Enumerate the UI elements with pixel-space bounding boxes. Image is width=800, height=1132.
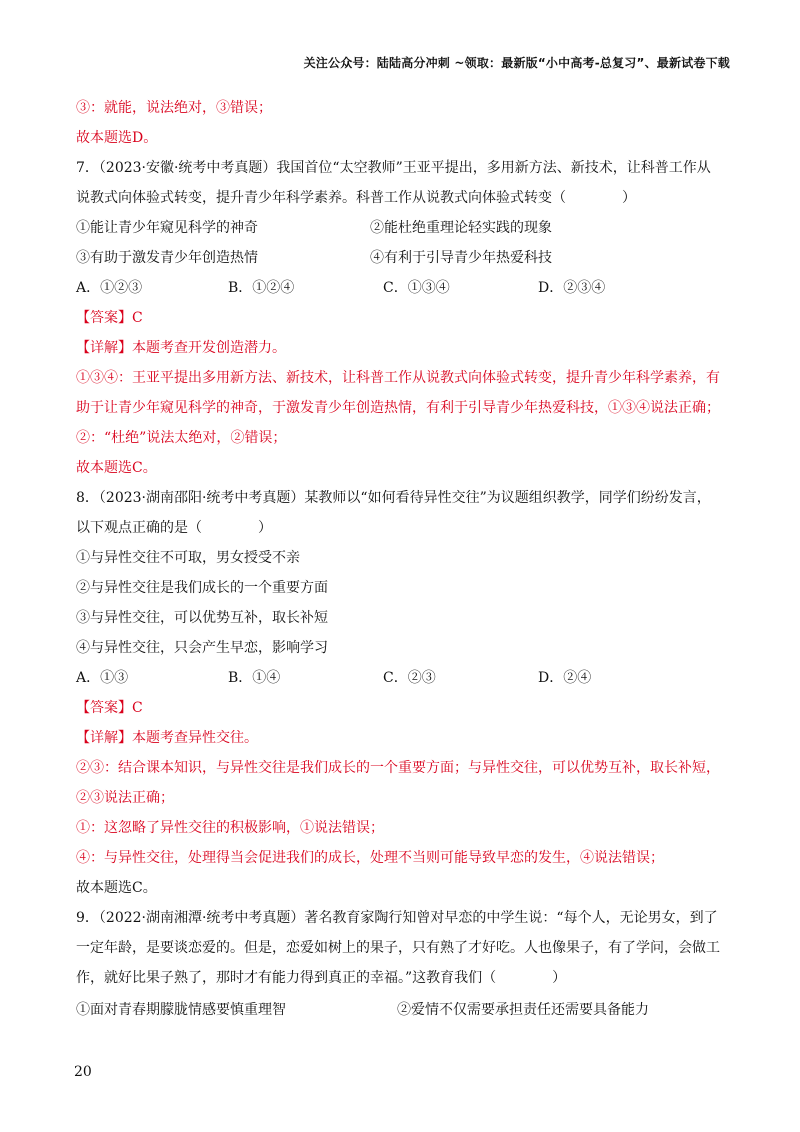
- q7-statement-1: ①能让青少年窥见科学的神奇: [76, 220, 258, 236]
- page-number: 20: [74, 1064, 92, 1080]
- question-8-stem-cont: 以下观点正确的是（ ）: [76, 520, 272, 536]
- q8-statement-1: ①与异性交往不可取，男女授受不亲: [76, 550, 300, 566]
- q8-explanation-line: ②③说法正确；: [76, 790, 174, 806]
- q7-option-c: C．①③④: [383, 280, 450, 296]
- q8-explanation-line: ②③：结合课本知识，与异性交往是我们成长的一个重要方面；与异性交往，可以优势互补，取长补短，: [76, 760, 720, 776]
- question-9-stem: 9．（2022·湖南湘潭·统考中考真题）著名教育家陶行知曾对早恋的中学生说：“每个人，无论男女，到了: [76, 910, 718, 926]
- q7-explanation-line: ②：“杜绝”说法太绝对，②错误；: [76, 430, 287, 446]
- q8-statement-3: ③与异性交往，可以优势互补，取长补短: [76, 610, 328, 626]
- q7-option-a: A．①②③: [76, 280, 143, 296]
- question-9-stem-cont: 作，就好比果子熟了，那时才有能力得到真正的幸福。”这教育我们（ ）: [76, 970, 567, 986]
- q7-option-b: B．①②④: [228, 280, 295, 296]
- q7-option-d: D．②③④: [538, 280, 606, 296]
- question-7-stem: 7．（2023·安徽·统考中考真题）我国首位“太空教师”王亚平提出，多用新方法、新技术，让科普工作从: [76, 160, 711, 176]
- q7-explanation-title: 【详解】本题考查开发创造潜力。: [76, 340, 286, 356]
- q7-answer: 【答案】C: [76, 310, 143, 326]
- q7-conclusion: 故本题选C。: [76, 460, 157, 476]
- q7-statement-4: ④有利于引导青少年热爱科技: [370, 250, 552, 266]
- q8-statement-2: ②与异性交往是我们成长的一个重要方面: [76, 580, 328, 596]
- page-header: 关注公众号：陆陆高分冲刺 ~领取：最新版“小中高考-总复习”、最新试卷下载: [303, 56, 730, 70]
- q8-explanation-line: ①：这忽略了异性交往的积极影响，①说法错误；: [76, 820, 384, 836]
- q8-explanation-line: ④：与异性交往，处理得当会促进我们的成长，处理不当则可能导致早恋的发生，④说法错误；: [76, 850, 664, 866]
- q7-statement-2: ②能杜绝重理论轻实践的现象: [370, 220, 552, 236]
- q8-conclusion: 故本题选C。: [76, 880, 157, 896]
- q8-answer: 【答案】C: [76, 700, 143, 716]
- question-8-stem: 8．（2023·湖南邵阳·统考中考真题）某教师以“如何看待异性交往”为议题组织教学，同学们纷纷发言，: [76, 490, 711, 506]
- explanation-line: ③：就能，说法绝对，③错误；: [76, 100, 272, 116]
- q8-statement-4: ④与异性交往，只会产生早恋，影响学习: [76, 640, 328, 656]
- q7-statement-3: ③有助于激发青少年创造热情: [76, 250, 258, 266]
- q8-option-c: C．②③: [383, 670, 436, 686]
- q9-statement-2: ②爱情不仅需要承担责任还需要具备能力: [397, 1002, 649, 1018]
- q8-explanation-title: 【详解】本题考查异性交往。: [76, 730, 258, 746]
- q7-explanation-line: 助于让青少年窥见科学的神奇，于激发青少年创造热情，有利于引导青少年热爱科技，①③④说法正确；: [76, 400, 720, 416]
- conclusion-line: 故本题选D。: [76, 130, 158, 146]
- q9-statement-1: ①面对青春期朦胧情感要慎重理智: [76, 1002, 286, 1018]
- q7-explanation-line: ①③④：王亚平提出多用新方法、新技术，让科普工作从说教式向体验式转变，提升青少年科学素养，有: [76, 370, 720, 386]
- q8-option-d: D．②④: [538, 670, 592, 686]
- q8-option-b: B．①④: [228, 670, 281, 686]
- question-9-stem-cont: 一定年龄，是要谈恋爱的。但是，恋爱如树上的果子，只有熟了才好吃。人也像果子，有了学问，会做工: [76, 940, 720, 956]
- question-7-stem-cont: 说教式向体验式转变，提升青少年科学素养。科普工作从说教式向体验式转变（ ）: [76, 190, 636, 206]
- q8-option-a: A．①③: [76, 670, 129, 686]
